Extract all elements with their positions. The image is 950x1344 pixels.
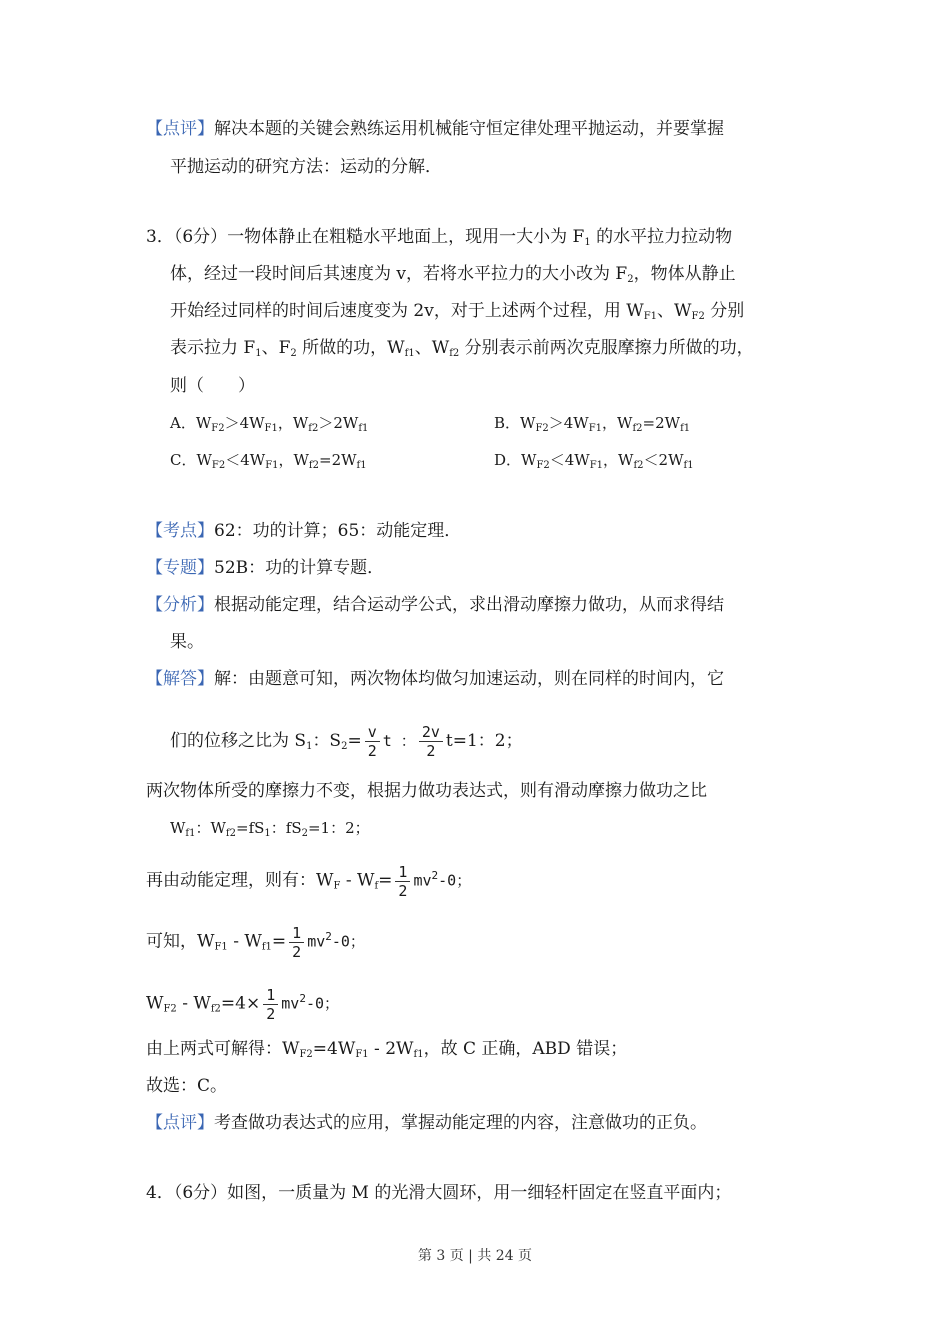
option-d: D．$W_{F2}<4W_{F1}$，$W_{f2}<2W_{f1}$ xyxy=(494,451,694,471)
fenxi-tag: 【分析】 xyxy=(146,595,214,615)
fraction-half: $\frac{1}{2}$ xyxy=(263,986,278,1023)
q3-comment-line: 【点评】考查做功表达式的应用，掌握动能定理的内容，注意做功的正负。 xyxy=(146,1113,707,1133)
choice-line: 故选：C。 xyxy=(146,1076,228,1096)
q4-line1: 4．（6分）如图，一质量为 M 的光滑大圆环，用一细轻杆固定在竖直平面内； xyxy=(146,1183,732,1203)
friction-ratio: $W_{f1}$：$W_{f2}=fS_1$：$fS_2=1$：2； xyxy=(170,819,370,839)
fraction-2v-over-2: $\frac{2v}{2}$ xyxy=(419,723,443,760)
kaodian-line: 【考点】62：功的计算；65：动能定理． xyxy=(146,521,462,541)
q2-comment-line1 xyxy=(146,117,724,141)
kinetic-energy-theorem: 再由动能定理，则有：$W_F - W_f=$ $\frac{1}{2}$ $mv^2-0$； xyxy=(146,862,472,900)
zhuanti-tag: 【专题】 xyxy=(146,558,214,578)
jieda-line1: 【解答】解：由题意可知，两次物体均做匀加速运动，则在同样的时间内，它 xyxy=(146,669,724,689)
jieda-tag: 【解答】 xyxy=(146,669,214,689)
q3-line4: 表示拉力 $F_1$、$F_2$ 所做的功，$W_{f1}$、$W_{f2}$ 分别表示前两次克服摩擦力所做的功， xyxy=(170,338,754,359)
comment-tag: 【点评】 xyxy=(146,119,214,139)
option-c: C．$W_{F2}<4W_{F1}$，$W_{f2}=2W_{f1}$ xyxy=(170,451,367,471)
fraction-v-over-2: $\frac{v}{2}$ xyxy=(365,723,380,760)
q2-comment-text: 解决本题的关键会熟练运用机械能守恒定律处理平抛运动，并要掌握 xyxy=(214,119,724,139)
fraction-half: $\frac{1}{2}$ xyxy=(395,863,410,900)
q3-line2: 体，经过一段时间后其速度为 v，若将水平拉力的大小改为 $F_2$，物体从静止 xyxy=(170,264,736,285)
friction-line1: 两次物体所受的摩擦力不变，根据力做功表达式，则有滑动摩擦力做功之比 xyxy=(146,781,707,801)
fenxi-line2: 果。 xyxy=(170,632,204,652)
q3-line1: 3．（6分）一物体静止在粗糙水平地面上，现用一大小为 $F_1$ 的水平拉力拉动物 xyxy=(146,227,733,248)
fenxi-line1: 【分析】根据动能定理，结合运动学公式，求出滑动摩擦力做功，从而求得结 xyxy=(146,595,724,615)
q3-number: 3．（6分） xyxy=(146,227,228,247)
page-footer: 第 3 页 | 共 24 页 xyxy=(417,1248,533,1264)
zhuanti-line: 【专题】52B：功的计算专题． xyxy=(146,558,385,578)
displacement-ratio: 们的位移之比为 $S_1$：$S_2=$ $\frac{v}{2}$ t ： $\frac{2v}{2}$ t=1：2； xyxy=(170,723,523,760)
solve-line: 由上两式可解得：$W_{F2}=4W_{F1} - 2W_{f1}$，故 C 正确，ABD 错误； xyxy=(146,1039,628,1060)
equation-1: 可知，$W_{F1} - W_{f1}=$ $\frac{1}{2}$ $mv^2-0$； xyxy=(146,923,365,961)
equation-2: $W_{F2} - W_{f2}=4\times$ $\frac{1}{2}$ $mv^2-0$； xyxy=(146,985,339,1023)
kaodian-tag: 【考点】 xyxy=(146,521,214,541)
option-a: A．$W_{F2}>4W_{F1}$，$W_{f2}>2W_{f1}$ xyxy=(170,414,369,434)
fraction-half: $\frac{1}{2}$ xyxy=(289,924,304,961)
q3-line3: 开始经过同样的时间后速度变为 2v，对于上述两个过程，用 $W_{F1}$、$W_{F2}$ 分别 xyxy=(170,301,745,322)
option-b: B．$W_{F2}>4W_{F1}$，$W_{f2}=2W_{f1}$ xyxy=(494,414,691,434)
q3-line5: 则（ ） xyxy=(170,376,255,396)
q2-comment-line2: 平抛运动的研究方法：运动的分解． xyxy=(170,157,442,177)
comment-tag: 【点评】 xyxy=(146,1113,214,1133)
